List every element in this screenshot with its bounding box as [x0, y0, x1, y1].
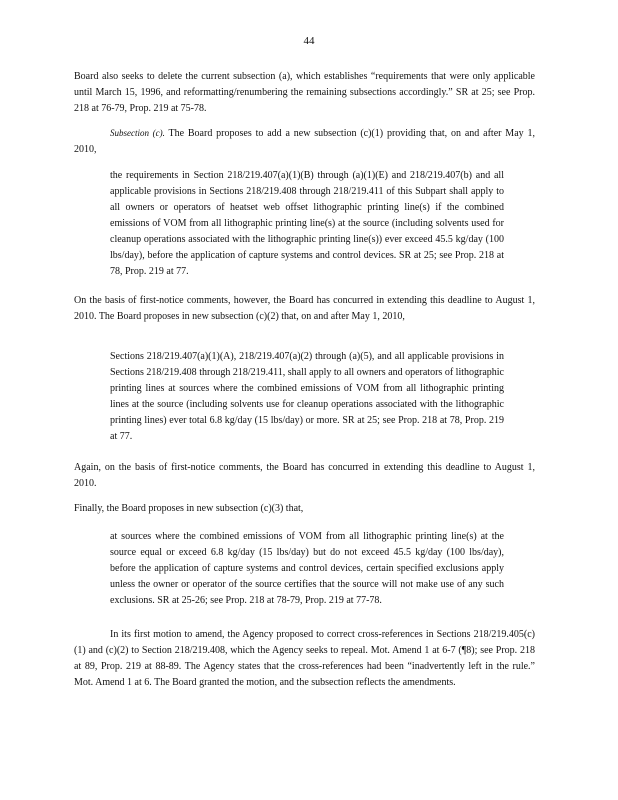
paragraph-deadline-extension: Again, on the basis of first-notice comments, the Board has concurred in extending this deadline to August 1, 2010. — [74, 462, 535, 489]
block-quote-subsection-c2: Sections 218/219.407(a)(1)(A), 218/219.407(a)(2) through (a)(5), and all applicable provisions in Sections 218/219.408 through 218/219.411, shall apply to all owners and operators of lithographic printing lines at sources where the combined emissions of VOM from all lithographic printing lines at the source (including solvents use for cleanup operations associated with the lithographic printing lines) ever total 6.8 kg/day (15 lbs/day) or more. SR at 25; see Prop. 218 at 78, Prop. 219 at 77. — [110, 351, 504, 442]
paragraph-subsection-c3-intro: Finally, the Board proposes in new subsection (c)(3) that, — [74, 503, 304, 514]
page-number: 44 — [303, 35, 315, 47]
paragraph-delete-subsection-a: Board also seeks to delete the current subsection (a), which establishes “requirements that were only applicable until March 15, 1996, and reformatting/renumbering the remaining subsections accordingly.” SR at 25; see Prop. 218 at 76-79, Prop. 219 at 75-78. — [74, 71, 535, 114]
block-quote-subsection-c3: at sources where the combined emissions of VOM from all lithographic printing line(s) at the source equal or exceed 6.8 kg/day (15 lbs/day) but do not exceed 45.5 kg/day (100 lbs/day), before the application of capture systems and control devices, certain specified exclusions apply unless the owner or operator of the source certifies that the source will not make use of any such exclusions. SR at 25-26; see Prop. 218 at 78-79, Prop. 219 at 77-78. — [110, 531, 504, 606]
paragraph-subsection-c1-intro — [74, 125, 535, 158]
subsection-heading: Subsection (c). — [110, 128, 165, 138]
block-quote-subsection-c1: the requirements in Section 218/219.407(a)(1)(B) through (a)(1)(E) and 218/219.407(b) and all applicable provisions in Sections 218/219.408 through 218/219.411 of this Subpart shall apply to all owners or operators of heatset web offset lithographic printing line(s) if the combined emissions of VOM from all lithographic printing line(s) at the source (including solvents used for cleanup operations associated with the lithographic printing line(s)) ever exceed 45.5 kg/day (100 lbs/day), before the application of capture systems and control devices. SR at 25; see Prop. 218 at 78, Prop. 219 at 77. — [110, 170, 504, 277]
paragraph-first-notice-extension: On the basis of first-notice comments, however, the Board has concurred in extending this deadline to August 1, 2010. The Board proposes in new subsection (c)(2) that, on and after May 1, 2010, — [74, 295, 535, 322]
paragraph-subsection-c1-text: The Board proposes to add a new subsection (c)(1) providing that, on and after May 1, 2010, — [74, 128, 535, 155]
paragraph-motion-to-amend: In its first motion to amend, the Agency proposed to correct cross-references in Sections 218/219.405(c)(1) and (c)(2) to Section 218/219.408, which the Agency seeks to repeal. Mot. Amend 1 at 6-7 (¶8); see Prop. 218 at 89, Prop. 219 at 88-89. The Agency states that the cross-references had been “inadvertently left in the rule.” Mot. Amend 1 at 6. The Board granted the motion, and the subsection reflects the amendments. — [74, 629, 535, 688]
